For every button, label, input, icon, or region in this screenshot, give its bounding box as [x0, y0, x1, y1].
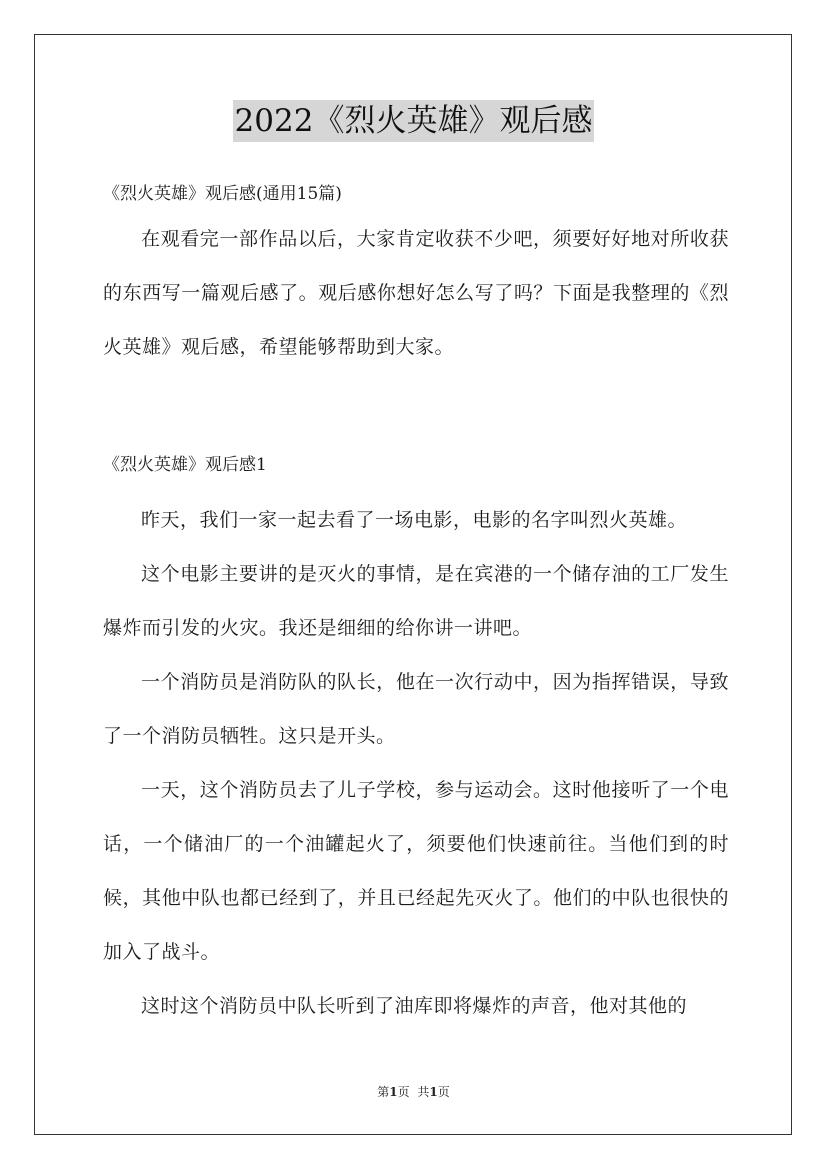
total-label-suffix: 页: [437, 1085, 450, 1099]
total-pages: 1: [429, 1085, 438, 1099]
page-footer: [0, 1083, 827, 1101]
page-label-prefix: 第: [377, 1085, 390, 1099]
page-label-suffix: 页: [397, 1085, 410, 1099]
body-paragraph: 昨天，我们一家一起去看了一场电影，电影的名字叫烈火英雄。: [141, 509, 688, 531]
body-paragraph: 一个消防员是消防队的队长，他在一次行动中，因为指挥错误，导致了一个消防员牺牲。这只是开头。: [103, 671, 729, 747]
body-paragraph: 这时这个消防员中队长听到了油库即将爆炸的声音，他对其他的: [141, 995, 688, 1017]
page-number: 1: [389, 1085, 398, 1099]
document-title-text: 2022《烈火英雄》观后感: [233, 100, 595, 142]
document-subtitle: 《烈火英雄》观后感(通用15篇): [103, 184, 342, 204]
total-label-prefix: 共: [417, 1085, 430, 1099]
body-paragraph: 这个电影主要讲的是灭火的事情，是在宾港的一个储存油的工厂发生爆炸而引发的火灾。我还是细细的给你讲一讲吧。: [103, 563, 729, 639]
body-paragraph: 一天，这个消防员去了儿子学校，参与运动会。这时他接听了一个电话，一个储油厂的一个油罐起火了，须要他们快速前往。当他们到的时候，其他中队也都已经到了，并且已经起先灭火了。他们的中队也很快的加入了战斗。: [103, 779, 729, 963]
intro-paragraph: 在观看完一部作品以后，大家肯定收获不少吧，须要好好地对所收获的东西写一篇观后感了。观后感你想好怎么写了吗？下面是我整理的《烈火英雄》观后感，希望能够帮助到大家。: [103, 228, 729, 358]
section-heading: 《烈火英雄》观后感1: [103, 455, 267, 475]
document-title: [0, 100, 827, 142]
